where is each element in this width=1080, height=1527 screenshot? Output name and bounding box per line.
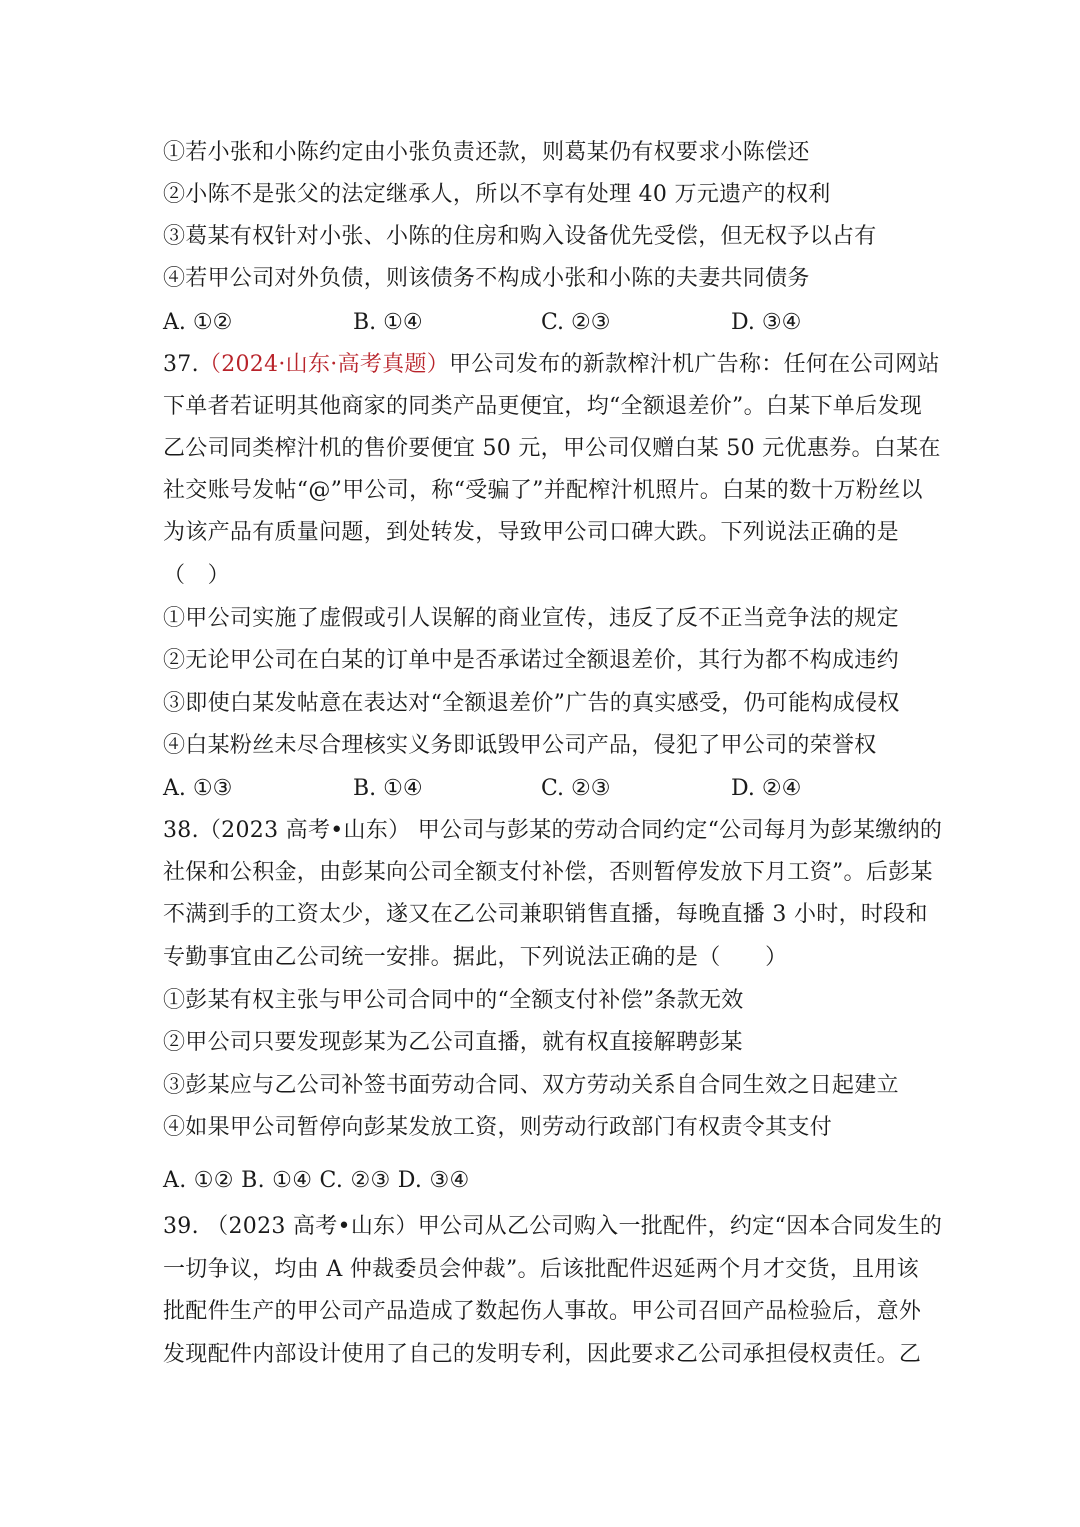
q39-line-3: 批配件生产的甲公司产品造成了数起伤人事故。甲公司召回产品检验后，意外 [163, 1299, 922, 1324]
q36-option-b: B. ①④ [353, 310, 423, 335]
q37-source: （2024·山东·高考真题） [198, 352, 450, 377]
q37-statement-3: ③即使白某发帖意在表达对“全额退差价”广告的真实感受，仍可能构成侵权 [163, 691, 900, 716]
q38-statement-4: ④如果甲公司暂停向彭某发放工资，则劳动行政部门有权责令其支付 [163, 1115, 833, 1140]
q37-statement-4: ④白某粉丝未尽合理核实义务即诋毁甲公司产品，侵犯了甲公司的荣誉权 [163, 733, 877, 758]
q38-statement-1: ①彭某有权主张与甲公司合同中的“全额支付补偿”条款无效 [163, 988, 744, 1013]
q37-answer-blank: （ ） [163, 563, 230, 588]
q37-number: 37. [163, 352, 199, 377]
q37-line-4: 社交账号发帖“@”甲公司，称“受骗了”并配榨汁机照片。白某的数十万粉丝以 [163, 478, 923, 503]
q37-option-c: C. ②③ [541, 776, 611, 801]
q39-line-4: 发现配件内部设计使用了自己的发明专利，因此要求乙公司承担侵权责任。乙 [163, 1342, 922, 1367]
q37-statement-2: ②无论甲公司在白某的订单中是否承诺过全额退差价，其行为都不构成违约 [163, 648, 899, 673]
q37-option-d: D. ②④ [731, 776, 802, 801]
q38-statement-2: ②甲公司只要发现彭某为乙公司直播，就有权直接解聘彭某 [163, 1030, 743, 1055]
q37-statement-1: ①甲公司实施了虚假或引人误解的商业宣传，违反了反不正当竞争法的规定 [163, 606, 899, 631]
q37-option-b: B. ①④ [353, 776, 423, 801]
q36-option-a: A. ①② [163, 310, 233, 335]
q38-line-3: 不满到手的工资太少，遂又在乙公司兼职销售直播，每晚直播 3 小时，时段和 [163, 902, 928, 927]
q36-statement-4: ④若甲公司对外负债，则该债务不构成小张和小陈的夫妻共同债务 [163, 266, 810, 291]
q39-line-2: 一切争议，均由 A 仲裁委员会仲裁”。后该批配件迟延两个月才交货，且用该 [163, 1257, 919, 1282]
q37-line-5: 为该产品有质量问题，到处转发，导致甲公司口碑大跌。下列说法正确的是 [163, 520, 899, 545]
q36-option-c: C. ②③ [541, 310, 611, 335]
q38-line-4: 专勤事宜由乙公司统一安排。据此，下列说法正确的是（ ） [163, 945, 788, 970]
q39-line-1: 39. （2023 高考•山东）甲公司从乙公司购入一批配件，约定“因本合同发生的 [163, 1214, 943, 1239]
q38-line-1: 38.（2023 高考•山东） 甲公司与彭某的劳动合同约定“公司每月为彭某缴纳的 [163, 818, 943, 843]
q37-line-2: 下单者若证明其他商家的同类产品更便宜，均“全额退差价”。白某下单后发现 [163, 394, 922, 419]
q36-statement-3: ③葛某有权针对小张、小陈的住房和购入设备优先受偿，但无权予以占有 [163, 224, 877, 249]
q37-option-a: A. ①③ [163, 776, 233, 801]
q37-line-1 [163, 350, 940, 380]
q36-statement-2: ②小陈不是张父的法定继承人，所以不享有处理 40 万元遗产的权利 [163, 182, 831, 207]
q36-statement-1: ①若小张和小陈约定由小张负责还款，则葛某仍有权要求小陈偿还 [163, 140, 810, 165]
q38-statement-3: ③彭某应与乙公司补签书面劳动合同、双方劳动关系自合同生效之日起建立 [163, 1073, 899, 1098]
q37-stem-start: 甲公司发布的新款榨汁机广告称：任何在公司网站 [449, 352, 940, 377]
q37-line-3: 乙公司同类榨汁机的售价要便宜 50 元，甲公司仅赠白某 50 元优惠券。白某在 [163, 436, 941, 461]
q38-options: A. ①② B. ①④ C. ②③ D. ③④ [163, 1168, 470, 1193]
q36-option-d: D. ③④ [731, 310, 802, 335]
q38-line-2: 社保和公积金，由彭某向公司全额支付补偿，否则暂停发放下月工资”。后彭某 [163, 860, 933, 885]
